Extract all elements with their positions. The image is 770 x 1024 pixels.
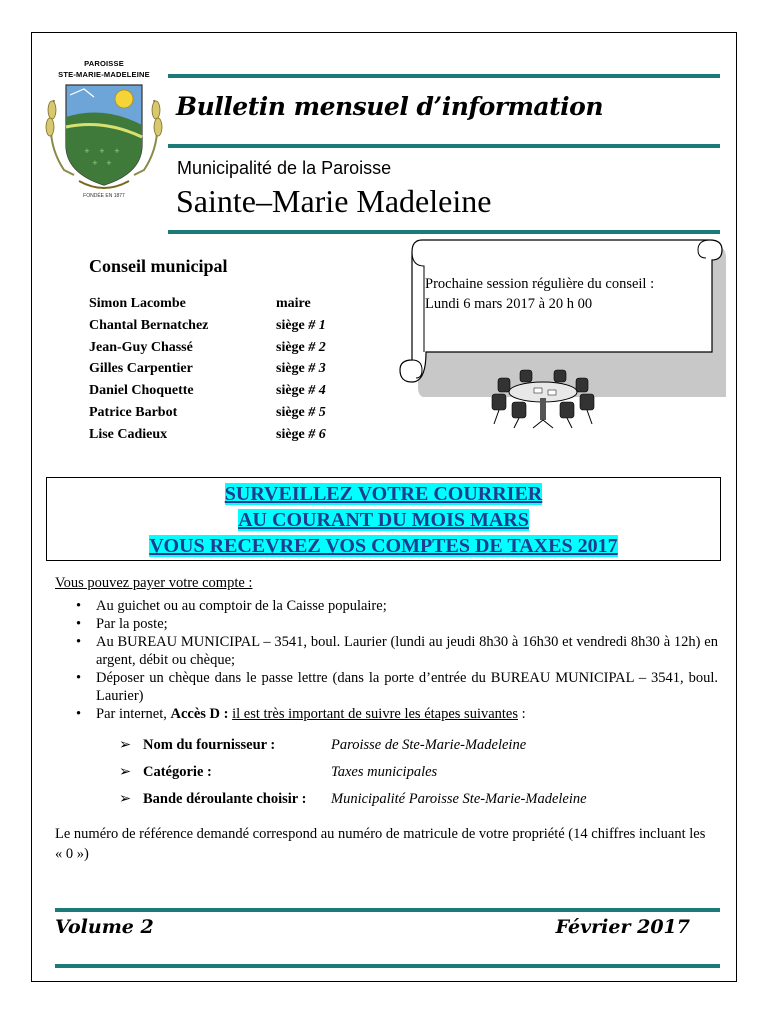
svg-text:+: + (106, 159, 112, 167)
arrow-bullet-icon: ➢ (119, 764, 132, 780)
arrow-bullet-icon: ➢ (119, 791, 132, 807)
alert-line-2: AU COURANT DU MOIS MARS (238, 509, 529, 531)
step-label: Catégorie : (143, 764, 212, 780)
council-member-role: siège # 6 (276, 426, 326, 442)
council-member-row (89, 337, 326, 359)
header-top-rule (168, 74, 720, 78)
bulletin-title: Bulletin mensuel d’information (176, 92, 604, 121)
footer-bottom-rule (55, 964, 720, 968)
council-member-name: Chantal Bernatchez (89, 317, 209, 333)
council-member-name: Lise Cadieux (89, 426, 168, 442)
crest-founded: FONDÉE EN 1877 (83, 193, 125, 199)
payment-option-internet: • Par internet, Accès D : il est très important de suivre les étapes suivantes : (62, 705, 718, 723)
municipality-name: Sainte–Marie Madeleine (176, 183, 492, 219)
accesd-step (119, 732, 587, 759)
payment-option: • Au guichet ou au comptoir de la Caisse populaire; (62, 597, 718, 615)
council-member-role: siège # 1 (276, 317, 326, 333)
header-mid-rule (168, 144, 720, 148)
arrow-bullet-icon: ➢ (119, 737, 132, 753)
payment-option: • Déposer un chèque dans le passe lettre (dans la porte d’entrée du BUREAU MUNICIPAL – 3541, boul. Laurier) (62, 669, 718, 705)
accesd-step (119, 786, 587, 813)
issue-date: Février 2017 (555, 916, 690, 938)
meeting-table-icon (488, 364, 598, 430)
council-member-list (89, 293, 326, 446)
volume-label: Volume 2 (55, 916, 154, 938)
council-member-name: Daniel Choquette (89, 383, 194, 399)
council-member-role: siège # 2 (276, 339, 326, 355)
council-member-name: Jean-Guy Chassé (89, 339, 193, 355)
council-member-name: Patrice Barbot (89, 404, 178, 420)
reference-number-note: Le numéro de référence demandé correspond au numéro de matricule de votre propriété (14 chiffres incluant les « 0 ») (55, 826, 706, 862)
council-member-row (89, 315, 326, 337)
next-session-label: Prochaine session régulière du conseil : (425, 276, 655, 292)
alert-line-1: SURVEILLEZ VOTRE COURRIER (224, 483, 543, 505)
step-value: Municipalité Paroisse Ste-Marie-Madeleine (331, 791, 587, 807)
council-member-role: siège # 4 (276, 383, 326, 399)
council-member-row (89, 402, 326, 424)
step-value: Taxes municipales (331, 764, 438, 780)
accesd-step (119, 759, 587, 786)
alert-line-3: VOUS RECEVREZ VOS COMPTES DE TAXES 2017 (149, 535, 618, 557)
payment-options-list (62, 597, 718, 723)
council-member-role: siège # 5 (276, 404, 326, 420)
council-member-name: Simon Lacombe (89, 296, 186, 311)
payment-intro: Vous pouvez payer votre compte : (55, 575, 253, 591)
svg-text:+: + (84, 147, 90, 155)
crest-title-line2: STE-MARIE-MADELEINE (58, 70, 150, 79)
crest-shield-icon (44, 55, 164, 205)
council-member-name: Gilles Carpentier (89, 361, 193, 377)
council-member-row (89, 293, 326, 315)
step-label: Bande déroulante choisir : (143, 791, 307, 807)
next-session-notice (425, 274, 654, 314)
svg-text:+: + (114, 147, 120, 155)
next-session-date: Lundi 6 mars 2017 à 20 h 00 (425, 296, 593, 312)
step-value: Paroisse de Ste-Marie-Madeleine (331, 737, 527, 753)
svg-text:+: + (99, 147, 105, 155)
council-heading: Conseil municipal (89, 256, 228, 276)
svg-text:+: + (92, 159, 98, 167)
accesd-steps-list (119, 732, 587, 813)
council-member-row (89, 358, 326, 380)
council-member-role: siège # 3 (276, 361, 326, 377)
footer-top-rule (55, 908, 720, 912)
municipality-subtitle: Municipalité de la Paroisse (177, 158, 392, 178)
council-member-row (89, 380, 326, 402)
step-label: Nom du fournisseur : (143, 737, 276, 753)
crest-title-line1: PAROISSE (84, 59, 124, 68)
payment-option: • Au BUREAU MUNICIPAL – 3541, boul. Laurier (lundi au jeudi 8h30 à 16h30 et vendredi 8h30 à 12h) en argent, débit ou chèque; (62, 633, 718, 669)
parish-crest-logo (44, 55, 164, 205)
council-member-role: maire (276, 296, 311, 311)
council-member-row (89, 424, 326, 446)
payment-option: • Par la poste; (62, 615, 718, 633)
tax-alert-box (46, 477, 721, 561)
